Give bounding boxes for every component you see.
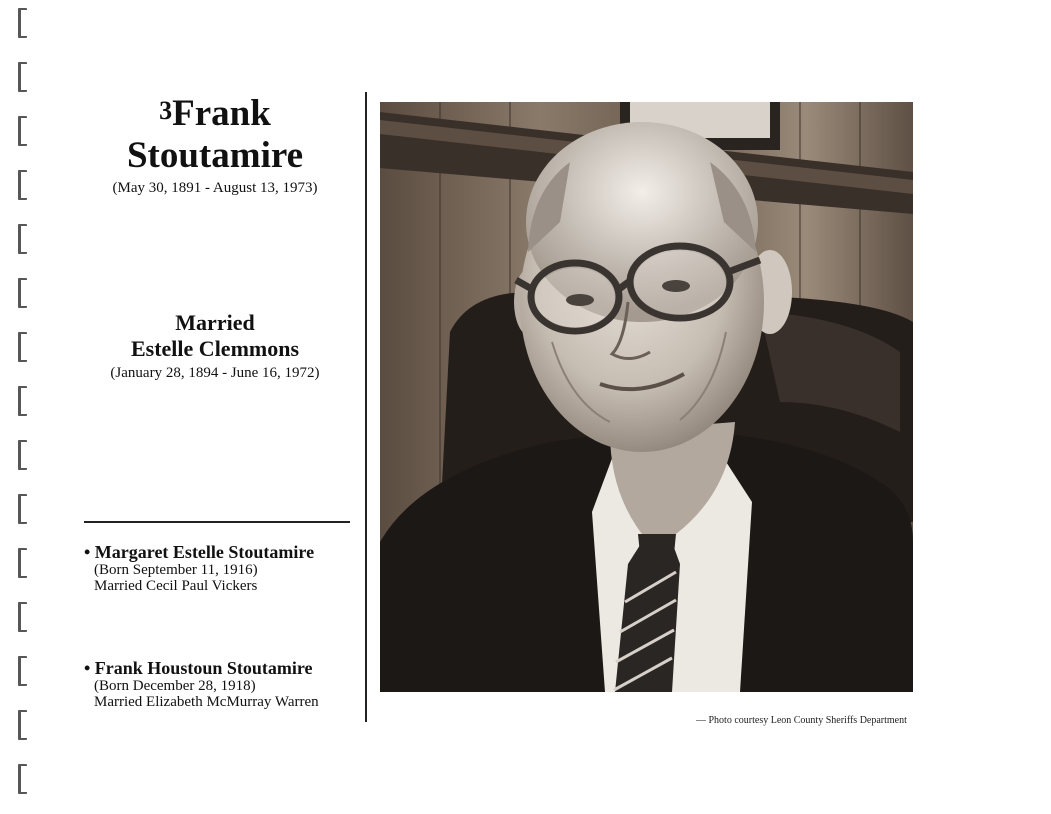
child-name: • Frank Houstoun Stoutamire [84, 658, 313, 678]
child-marriage: Married Elizabeth McMurray Warren [94, 694, 319, 710]
binder-ring [18, 62, 27, 92]
section-divider [84, 521, 350, 523]
binder-ring [18, 440, 27, 470]
portrait-photo [380, 102, 913, 692]
binder-ring [18, 224, 27, 254]
spouse-dates: (January 28, 1894 - June 16, 1972) [110, 365, 320, 381]
child-entry [84, 658, 364, 710]
married-label: Married [175, 310, 255, 335]
binder-ring [18, 116, 27, 146]
person-first-name: $^3$Frank [159, 93, 271, 134]
binder-comb [14, 0, 34, 814]
child-birth: (Born December 28, 1918) [94, 678, 256, 694]
column-divider [365, 92, 367, 722]
photo-credit: — Photo courtesy Leon County Sheriffs Department [696, 715, 907, 726]
binder-ring [18, 8, 27, 38]
binder-ring [18, 278, 27, 308]
biography-column [60, 90, 370, 710]
portrait-illustration [380, 102, 913, 692]
binder-ring [18, 170, 27, 200]
binder-ring [18, 548, 27, 578]
spouse-name: Estelle Clemmons [130, 336, 300, 361]
binder-ring [18, 764, 27, 794]
binder-ring [18, 602, 27, 632]
binder-ring [18, 332, 27, 362]
child-name: • Margaret Estelle Stoutamire [84, 542, 315, 562]
binder-ring [18, 710, 27, 740]
binder-ring [18, 386, 27, 416]
marriage-block [60, 310, 370, 382]
generation-number: 3 [159, 96, 173, 125]
child-entry [84, 542, 364, 594]
binder-ring [18, 494, 27, 524]
child-birth: (Born September 11, 1916) [94, 562, 258, 578]
person-heading [60, 90, 370, 197]
binder-ring [18, 656, 27, 686]
person-last-name: Stoutamire [126, 135, 304, 176]
child-marriage: Married Cecil Paul Vickers [94, 578, 258, 594]
person-dates: (May 30, 1891 - August 13, 1973) [112, 180, 318, 196]
